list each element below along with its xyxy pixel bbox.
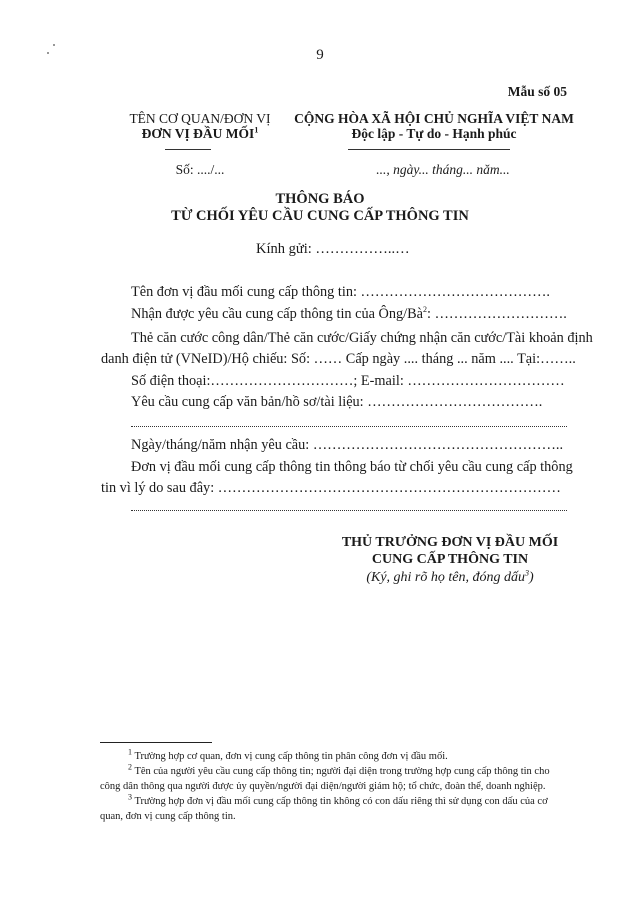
national-header — [275, 111, 593, 141]
contact-field: Số điện thoại:…………………………; E-mail: …………………………… — [131, 373, 565, 389]
recipient-line: Kính gửi: ……………..… — [256, 241, 410, 257]
document-number: Số: ..../... — [175, 162, 225, 177]
request-date-field: Ngày/tháng/năm nhận yêu cầu: …………………………………………….. — [131, 437, 564, 453]
refusal-reason-field: tin vì lý do sau đây: ……………………………………………………………… — [101, 480, 561, 496]
id-field-continued: danh điện tử (VNeID)/Hộ chiếu: Số: …… Cấp ngày .... tháng ... năm .... Tại:…….. — [101, 351, 576, 367]
national-motto: Độc lập - Tự do - Hạnh phúc — [351, 126, 517, 141]
footnote-2: $^2$ Tên của người yêu cầu cung cấp thông tin; người đại diện trong trường hợp cung cấp thông tin cho công dân thông qua người được ủy quyền/người đại diện/người giám hộ; tổ chức, đoàn thể, doanh nghiệp. — [100, 762, 550, 792]
scan-speck — [53, 44, 55, 46]
footnote-separator — [100, 742, 212, 743]
focal-unit-name: ĐƠN VỊ ĐẦU MỐI$^1$ — [141, 125, 259, 141]
agency-header — [100, 111, 300, 141]
motto-underline — [348, 149, 510, 150]
footnotes — [100, 749, 555, 824]
requested-documents-field: Yêu cầu cung cấp văn bản/hồ sơ/tài liệu: ………………………………. — [131, 394, 543, 410]
footnote-1: $^1$ Trường hợp cơ quan, đơn vị cung cấp thông tin phân công đơn vị đầu mối. — [128, 747, 448, 762]
signature-instruction: (Ký, ghi rõ họ tên, đóng dấu$^3$) — [366, 568, 534, 585]
signatory-title-continued: CUNG CẤP THÔNG TIN — [371, 552, 529, 567]
national-title: CỘNG HÒA XÃ HỘI CHỦ NGHĨA VIỆT NAM — [294, 111, 574, 126]
id-field: Thẻ căn cước công dân/Thẻ căn cước/Giấy chứng nhận căn cước/Tài khoản định — [131, 330, 593, 346]
form-number: Mẫu số 05 — [507, 84, 567, 99]
footnote-3: $^3$ Trường hợp đơn vị đầu mối cung cấp thông tin không có con dấu riêng thì sử dụng con dấu của cơ quan, đơn vị cung cấp thông tin. — [100, 792, 548, 822]
blank-dotted-line — [131, 510, 567, 511]
agency-name: TÊN CƠ QUAN/ĐƠN VỊ — [129, 111, 271, 126]
refusal-statement: Đơn vị đầu mối cung cấp thông tin thông báo từ chối yêu cầu cung cấp thông — [131, 459, 573, 475]
page-number: 9 — [316, 47, 324, 63]
requester-field: Nhận được yêu cầu cung cấp thông tin của Ông/$Bà^2$: ………………………. — [131, 305, 567, 322]
document-title: THÔNG BÁO — [275, 191, 365, 207]
blank-dotted-line — [131, 426, 567, 427]
signatory-title: THỦ TRƯỞNG ĐƠN VỊ ĐẦU MỐI — [341, 535, 559, 550]
unit-name-field: Tên đơn vị đầu mối cung cấp thông tin: …………………………………. — [131, 284, 550, 300]
place-date: ..., ngày... tháng... năm... — [376, 162, 510, 177]
agency-underline — [165, 149, 211, 150]
document-subtitle: TỪ CHỐI YÊU CẦU CUNG CẤP THÔNG TIN — [171, 208, 469, 224]
